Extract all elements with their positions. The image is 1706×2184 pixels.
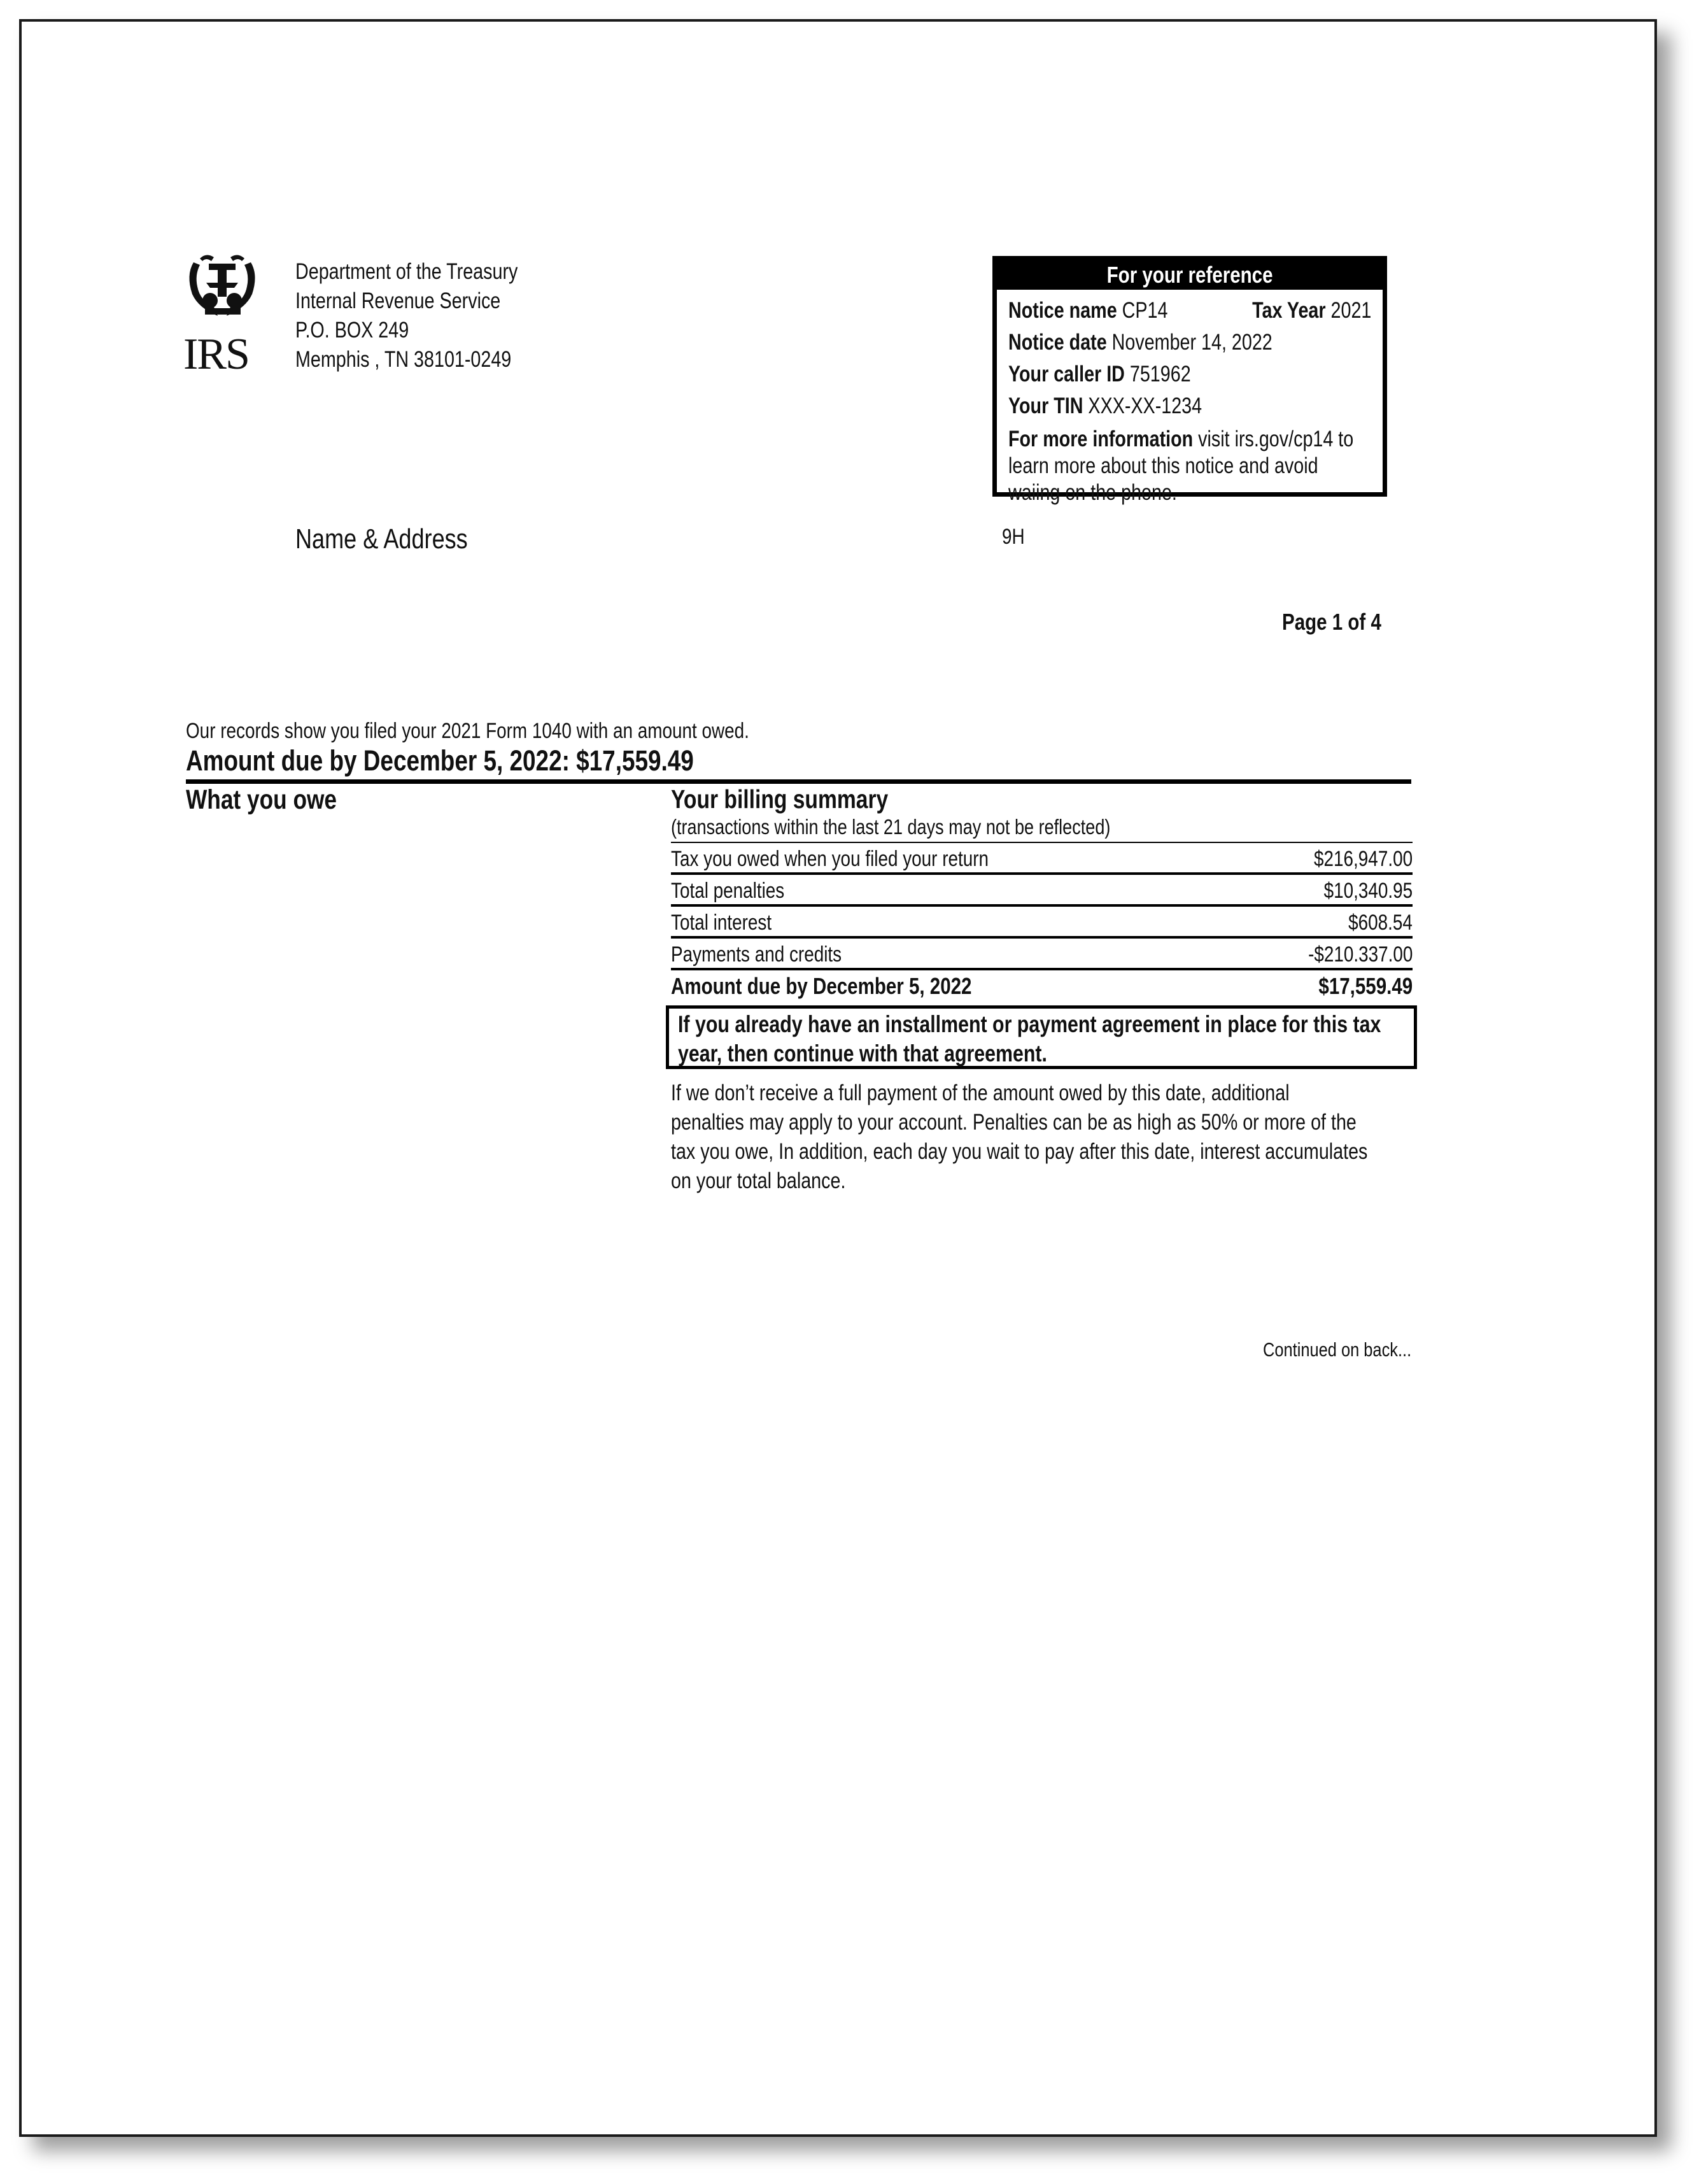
heading-rule [186, 779, 1411, 784]
recipient-code: 9H [1002, 525, 1025, 549]
irs-logo [181, 250, 276, 386]
billing-label: Total interest [671, 911, 772, 935]
notice-name-value: CP14 [1122, 298, 1168, 323]
continued-on-back: Continued on back... [1263, 1338, 1412, 1361]
agency-line: P.O. BOX 249 [295, 318, 409, 343]
more-info-label: For more information [1008, 427, 1194, 451]
tax-year-value: 2021 [1330, 298, 1371, 323]
billing-row [671, 842, 1413, 874]
penalty-warning [671, 1079, 1521, 1196]
caller-id-row [1008, 358, 1306, 390]
agency-line: Internal Revenue Service [295, 288, 501, 313]
warning-line: penalties may apply to your account. Penalties can be as high as 50% or more of the [671, 1110, 1357, 1135]
tin-row [1008, 390, 1306, 422]
agency-line: Department of the Treasury [295, 259, 518, 284]
intro-text: Our records show you filed your 2021 Form 1040 with an amount owed. [186, 719, 749, 743]
page-number: Page 1 of 4 [1282, 609, 1381, 635]
caller-id-value: 751962 [1129, 362, 1191, 386]
notice-date-row [1008, 327, 1306, 358]
billing-row [671, 874, 1413, 905]
billing-total-row [671, 969, 1413, 1000]
billing-summary-title: Your billing summary [671, 784, 889, 814]
recipient-name-address: Name & Address [295, 523, 468, 555]
amount-due-heading: Amount due by December 5, 2022: $17,559.49 [186, 744, 694, 777]
agreement-note-box [666, 1005, 1417, 1069]
billing-label: Total penalties [671, 879, 785, 903]
caller-id-label: Your caller ID [1008, 362, 1125, 386]
tax-year-label: Tax Year [1251, 298, 1326, 323]
billing-summary-note: (transactions within the last 21 days may not be reflected) [671, 815, 1111, 839]
billing-amount: -$210.337.00 [1308, 942, 1413, 967]
agency-address [295, 257, 518, 374]
billing-label: Tax you owed when you filed your return [671, 847, 989, 871]
irs-logo-text: IRS [183, 330, 249, 379]
billing-label: Payments and credits [671, 942, 842, 967]
billing-amount: $608.54 [1348, 911, 1413, 935]
notice-date-label: Notice date [1008, 330, 1107, 355]
tin-value: XXX-XX-1234 [1088, 394, 1202, 418]
notice-date-value: November 14, 2022 [1111, 330, 1272, 355]
billing-row [671, 905, 1413, 937]
notice-name-label: Notice name [1008, 298, 1117, 323]
irs-eagle-icon [181, 250, 264, 323]
billing-amount: $10,340.95 [1323, 879, 1413, 903]
reference-box [992, 256, 1387, 505]
notice-name-row [1008, 295, 1371, 327]
notice-page [19, 19, 1657, 2137]
billing-table [671, 842, 1413, 1000]
warning-line: on your total balance. [671, 1168, 846, 1193]
billing-total-label: Amount due by December 5, 2022 [671, 973, 972, 999]
billing-total-amount: $17,559.49 [1318, 973, 1413, 999]
tin-label: Your TIN [1008, 394, 1083, 418]
warning-line: tax you owe, In addition, each day you wait to pay after this date, interest accumulates [671, 1139, 1368, 1164]
billing-amount: $216,947.00 [1313, 847, 1413, 871]
billing-row [671, 937, 1413, 969]
warning-line: If we don’t receive a full payment of the amount owed by this date, additional [671, 1081, 1290, 1105]
more-info-text: visit irs.gov/cp14 to learn more about this notice and avoid waiing on the phone. [1008, 427, 1354, 505]
agency-line: Memphis , TN 38101-0249 [295, 347, 512, 372]
what-you-owe-heading: What you owe [186, 784, 337, 815]
agreement-note: If you already have an installment or payment agreement in place for this tax year, then continue with that agreement. [678, 1011, 1381, 1067]
reference-title: For your reference [997, 260, 1383, 290]
more-info [1008, 426, 1374, 506]
